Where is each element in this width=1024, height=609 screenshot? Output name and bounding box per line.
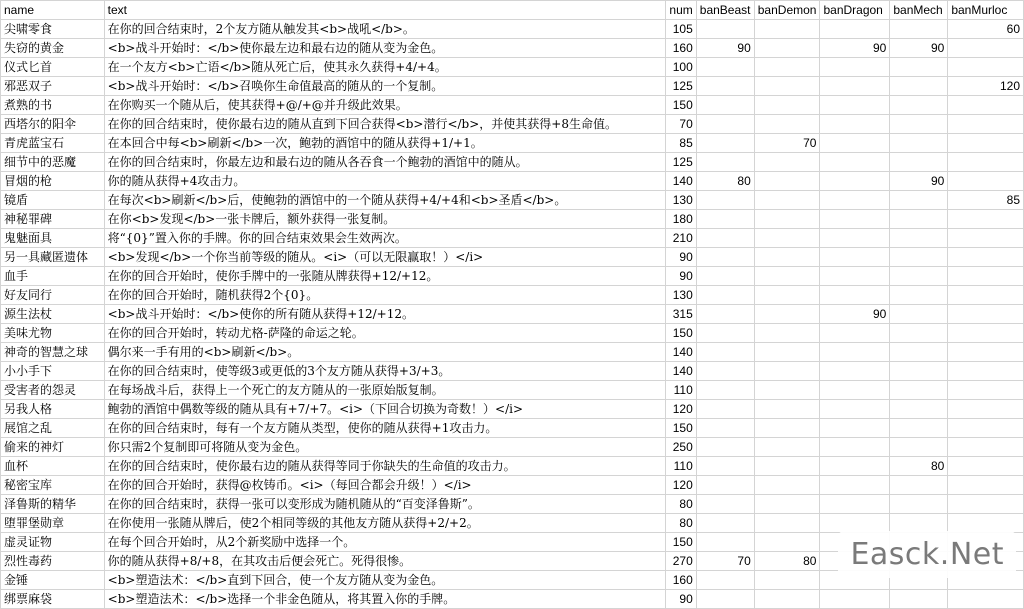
cell-bandemon[interactable] — [754, 400, 820, 419]
cell-text[interactable]: 在每次<b>刷新</b>后，使鲍勃的酒馆中的一个随从获得+4/+4和<b>圣盾</b>。 — [104, 191, 666, 210]
table-row — [1, 248, 1024, 267]
cell-name[interactable]: 邪恶双子 — [1, 77, 105, 96]
table-row — [1, 362, 1024, 381]
cell-name[interactable]: 仪式匕首 — [1, 58, 105, 77]
table-row — [1, 39, 1024, 58]
cell-bandemon[interactable] — [754, 533, 820, 552]
table-row — [1, 343, 1024, 362]
cell-banmech[interactable] — [890, 362, 948, 381]
cell-banmurloc[interactable] — [948, 134, 1024, 153]
table-row — [1, 305, 1024, 324]
cell-banmech[interactable] — [890, 514, 948, 533]
cell-bandemon[interactable] — [754, 381, 820, 400]
cell-banmech[interactable] — [890, 381, 948, 400]
cell-bandemon[interactable] — [754, 438, 820, 457]
cell-banbeast[interactable] — [696, 20, 754, 39]
table-row — [1, 457, 1024, 476]
cell-num[interactable]: 140 — [666, 343, 696, 362]
cell-text[interactable]: 在你的回合结束时，使你最右边的随从获得等同于你缺失的生命值的攻击力。 — [104, 457, 666, 476]
cell-bandemon[interactable] — [754, 58, 820, 77]
cell-text[interactable]: 在本回合中每<b>刷新</b>一次，鲍勃的酒馆中的随从获得+1/+1。 — [104, 134, 666, 153]
cell-num[interactable]: 90 — [666, 248, 696, 267]
cell-num[interactable]: 125 — [666, 153, 696, 172]
cell-bandemon[interactable] — [754, 571, 820, 590]
cell-banmurloc[interactable] — [948, 96, 1024, 115]
cell-bandemon[interactable]: 70 — [754, 134, 820, 153]
cell-banmech[interactable] — [890, 438, 948, 457]
cell-banbeast[interactable] — [696, 457, 754, 476]
cell-bandemon[interactable] — [754, 191, 820, 210]
cell-banmurloc[interactable] — [948, 400, 1024, 419]
table-row — [1, 77, 1024, 96]
cell-banmech[interactable] — [890, 248, 948, 267]
cell-name[interactable]: 偷来的神灯 — [1, 438, 105, 457]
cell-bandragon[interactable] — [820, 324, 890, 343]
cell-bandragon[interactable] — [820, 419, 890, 438]
cell-banmech[interactable] — [890, 134, 948, 153]
cell-banmurloc[interactable] — [948, 286, 1024, 305]
cell-bandemon[interactable] — [754, 419, 820, 438]
cell-name[interactable]: 受害者的怨灵 — [1, 381, 105, 400]
cell-banmech[interactable] — [890, 324, 948, 343]
cell-text[interactable]: 在你的回合开始时，转动尤格-萨隆的命运之轮。 — [104, 324, 666, 343]
cell-banbeast[interactable] — [696, 210, 754, 229]
table-row — [1, 58, 1024, 77]
header-num[interactable]: num — [666, 1, 696, 20]
cell-bandragon[interactable] — [820, 267, 890, 286]
cell-banbeast[interactable] — [696, 248, 754, 267]
cell-banmech[interactable] — [890, 495, 948, 514]
cell-text[interactable]: 在你的回合开始时，随机获得2个{0}。 — [104, 286, 666, 305]
cell-banbeast[interactable] — [696, 229, 754, 248]
table-body — [1, 20, 1024, 609]
table-row — [1, 229, 1024, 248]
header-banmech[interactable]: banMech — [890, 1, 948, 20]
cell-banbeast[interactable] — [696, 305, 754, 324]
cell-name[interactable]: 鬼魅面具 — [1, 229, 105, 248]
cell-banmurloc[interactable]: 85 — [948, 191, 1024, 210]
cell-banbeast[interactable] — [696, 286, 754, 305]
cell-text[interactable]: <b>塑造法术：</b>直到下回合，使一个友方随从变为金色。 — [104, 571, 666, 590]
cell-bandemon[interactable] — [754, 286, 820, 305]
cell-bandemon[interactable] — [754, 457, 820, 476]
cell-name[interactable]: 失窃的黄金 — [1, 39, 105, 58]
cell-bandemon[interactable] — [754, 96, 820, 115]
cell-num[interactable]: 140 — [666, 362, 696, 381]
cell-num[interactable]: 160 — [666, 39, 696, 58]
table-row — [1, 267, 1024, 286]
cell-banbeast[interactable] — [696, 115, 754, 134]
cell-name[interactable]: 金锤 — [1, 571, 105, 590]
table-row — [1, 115, 1024, 134]
cell-text[interactable]: 在你的回合结束时，使你最右边的随从直到下回合获得<b>潜行</b>，并使其获得+8生命值。 — [104, 115, 666, 134]
header-text[interactable]: text — [104, 1, 666, 20]
cell-bandragon[interactable] — [820, 191, 890, 210]
cell-text[interactable]: <b>战斗开始时：</b>召唤你生命值最高的随从的一个复制。 — [104, 77, 666, 96]
cell-num[interactable]: 210 — [666, 229, 696, 248]
cell-banbeast[interactable] — [696, 77, 754, 96]
cell-text[interactable]: <b>战斗开始时：</b>使你的所有随从获得+12/+12。 — [104, 305, 666, 324]
cell-banmurloc[interactable] — [948, 210, 1024, 229]
table-row — [1, 210, 1024, 229]
cell-banmurloc[interactable] — [948, 590, 1024, 609]
cell-banbeast[interactable] — [696, 400, 754, 419]
cell-bandragon[interactable] — [820, 362, 890, 381]
cell-banmurloc[interactable] — [948, 381, 1024, 400]
cell-num[interactable]: 120 — [666, 400, 696, 419]
cell-name[interactable]: 血杯 — [1, 457, 105, 476]
cell-name[interactable]: 血手 — [1, 267, 105, 286]
header-bandragon[interactable]: banDragon — [820, 1, 890, 20]
table-row — [1, 153, 1024, 172]
cell-banmurloc[interactable] — [948, 39, 1024, 58]
cell-banbeast[interactable] — [696, 476, 754, 495]
cell-banmech[interactable] — [890, 77, 948, 96]
cell-bandemon[interactable] — [754, 39, 820, 58]
cell-bandragon[interactable] — [820, 20, 890, 39]
cell-name[interactable]: 尖啸零食 — [1, 20, 105, 39]
cell-num[interactable]: 85 — [666, 134, 696, 153]
cell-text[interactable]: <b>发现</b>一个你当前等级的随从。<i>（可以无限赢取！）</i> — [104, 248, 666, 267]
cell-banbeast[interactable] — [696, 362, 754, 381]
cell-name[interactable]: 好友同行 — [1, 286, 105, 305]
cell-text[interactable]: 在每场战斗后，获得上一个死亡的友方随从的一张原始版复制。 — [104, 381, 666, 400]
cell-banbeast[interactable] — [696, 96, 754, 115]
cell-banmech[interactable] — [890, 229, 948, 248]
cell-banmech[interactable] — [890, 96, 948, 115]
cell-bandemon[interactable] — [754, 229, 820, 248]
table-row — [1, 495, 1024, 514]
cell-banbeast[interactable]: 70 — [696, 552, 754, 571]
cell-bandemon[interactable] — [754, 248, 820, 267]
cell-banmech[interactable]: 90 — [890, 39, 948, 58]
cell-text[interactable]: 在你购买一个随从后，使其获得+@/+@并升级此效果。 — [104, 96, 666, 115]
table-row — [1, 324, 1024, 343]
cell-name[interactable]: 青虎蓝宝石 — [1, 134, 105, 153]
cell-num[interactable]: 110 — [666, 457, 696, 476]
table-row — [1, 191, 1024, 210]
cell-bandemon[interactable] — [754, 20, 820, 39]
cell-name[interactable]: 小小手下 — [1, 362, 105, 381]
cell-num[interactable]: 105 — [666, 20, 696, 39]
header-banbeast[interactable]: banBeast — [696, 1, 754, 20]
cell-banmurloc[interactable] — [948, 438, 1024, 457]
cell-banmurloc[interactable] — [948, 267, 1024, 286]
header-name[interactable]: name — [1, 1, 105, 20]
cell-banmurloc[interactable] — [948, 343, 1024, 362]
cell-num[interactable]: 140 — [666, 172, 696, 191]
cell-name[interactable]: 另一具藏匿遗体 — [1, 248, 105, 267]
cell-num[interactable]: 100 — [666, 58, 696, 77]
table-row — [1, 286, 1024, 305]
cell-banmurloc[interactable] — [948, 229, 1024, 248]
cell-banmurloc[interactable] — [948, 324, 1024, 343]
cell-bandemon[interactable] — [754, 514, 820, 533]
cell-bandemon[interactable] — [754, 172, 820, 191]
cell-text[interactable]: 在一个友方<b>亡语</b>随从死亡后，使其永久获得+4/+4。 — [104, 58, 666, 77]
cell-bandragon[interactable] — [820, 134, 890, 153]
cell-text[interactable]: 在你使用一张随从牌后，使2个相同等级的其他友方随从获得+2/+2。 — [104, 514, 666, 533]
table-row — [1, 134, 1024, 153]
cell-name[interactable]: 另我人格 — [1, 400, 105, 419]
cell-text[interactable]: 你只需2个复制即可将随从变为金色。 — [104, 438, 666, 457]
table-row — [1, 514, 1024, 533]
header-row — [1, 1, 1024, 20]
cell-banmech[interactable] — [890, 590, 948, 609]
cell-banbeast[interactable] — [696, 571, 754, 590]
cell-bandragon[interactable] — [820, 229, 890, 248]
cell-text[interactable]: 在你的回合结束时，你最左边和最右边的随从各吞食一个鲍勃的酒馆中的随从。 — [104, 153, 666, 172]
cell-bandemon[interactable] — [754, 362, 820, 381]
cell-bandemon[interactable] — [754, 495, 820, 514]
table-row — [1, 590, 1024, 609]
cell-banmech[interactable] — [890, 153, 948, 172]
cell-text[interactable]: 在你的回合结束时，2个友方随从触发其<b>战吼</b>。 — [104, 20, 666, 39]
cell-num[interactable]: 130 — [666, 286, 696, 305]
cell-bandemon[interactable] — [754, 590, 820, 609]
cell-text[interactable]: 你的随从获得+8/+8，在其攻击后便会死亡。死得很惨。 — [104, 552, 666, 571]
cell-bandragon[interactable] — [820, 77, 890, 96]
cell-text[interactable]: <b>塑造法术：</b>选择一个非金色随从，将其置入你的手牌。 — [104, 590, 666, 609]
cell-text[interactable]: 将“{0}”置入你的手牌。你的回合结束效果会生效两次。 — [104, 229, 666, 248]
cell-text[interactable]: 在你的回合结束时，每有一个友方随从类型，使你的随从获得+1攻击力。 — [104, 419, 666, 438]
cell-bandemon[interactable] — [754, 115, 820, 134]
cell-banmurloc[interactable]: 120 — [948, 77, 1024, 96]
cell-bandragon[interactable] — [820, 115, 890, 134]
cell-name[interactable]: 绑票麻袋 — [1, 590, 105, 609]
cell-text[interactable]: <b>战斗开始时：</b>使你最左边和最右边的随从变为金色。 — [104, 39, 666, 58]
cell-bandemon[interactable] — [754, 77, 820, 96]
cell-name[interactable]: 烈性毒药 — [1, 552, 105, 571]
cell-text[interactable]: 偶尔来一手有用的<b>刷新</b>。 — [104, 343, 666, 362]
cell-banmech[interactable] — [890, 343, 948, 362]
cell-bandemon[interactable] — [754, 267, 820, 286]
cell-name[interactable]: 神奇的智慧之球 — [1, 343, 105, 362]
cell-name[interactable]: 展馆之乱 — [1, 419, 105, 438]
cell-name[interactable]: 秘密宝库 — [1, 476, 105, 495]
cell-num[interactable]: 90 — [666, 590, 696, 609]
cell-bandragon[interactable] — [820, 286, 890, 305]
table-row — [1, 438, 1024, 457]
cell-num[interactable]: 90 — [666, 267, 696, 286]
cell-banbeast[interactable] — [696, 134, 754, 153]
cell-banbeast[interactable] — [696, 495, 754, 514]
cell-banmurloc[interactable] — [948, 115, 1024, 134]
cell-num[interactable]: 120 — [666, 476, 696, 495]
header-banmurloc[interactable]: banMurloc — [948, 1, 1024, 20]
table-row — [1, 381, 1024, 400]
cell-bandragon[interactable] — [820, 153, 890, 172]
cell-banmech[interactable]: 80 — [890, 457, 948, 476]
cell-text[interactable]: 在你的回合结束时，使等级3或更低的3个友方随从获得+3/+3。 — [104, 362, 666, 381]
cell-banbeast[interactable] — [696, 514, 754, 533]
cell-bandemon[interactable]: 80 — [754, 552, 820, 571]
cell-bandemon[interactable] — [754, 476, 820, 495]
cell-banmech[interactable] — [890, 58, 948, 77]
cell-name[interactable]: 神秘罪碑 — [1, 210, 105, 229]
table-row — [1, 20, 1024, 39]
cell-name[interactable]: 虚灵证物 — [1, 533, 105, 552]
cell-bandragon[interactable] — [820, 438, 890, 457]
cell-banbeast[interactable] — [696, 419, 754, 438]
cell-bandragon[interactable] — [820, 172, 890, 191]
cell-num[interactable]: 160 — [666, 571, 696, 590]
cell-bandragon[interactable] — [820, 58, 890, 77]
cell-banmurloc[interactable]: 60 — [948, 20, 1024, 39]
cell-banmurloc[interactable] — [948, 362, 1024, 381]
cell-bandragon[interactable] — [820, 514, 890, 533]
cell-banmurloc[interactable] — [948, 495, 1024, 514]
cell-bandemon[interactable] — [754, 305, 820, 324]
cell-banbeast[interactable] — [696, 381, 754, 400]
cell-bandemon[interactable] — [754, 153, 820, 172]
cell-name[interactable]: 细节中的恶魔 — [1, 153, 105, 172]
cell-name[interactable]: 源生法杖 — [1, 305, 105, 324]
cell-banbeast[interactable] — [696, 343, 754, 362]
cell-num[interactable]: 80 — [666, 495, 696, 514]
cell-banmech[interactable] — [890, 20, 948, 39]
cell-banmurloc[interactable] — [948, 58, 1024, 77]
cell-num[interactable]: 130 — [666, 191, 696, 210]
cell-num[interactable]: 150 — [666, 419, 696, 438]
cell-name[interactable]: 冒烟的枪 — [1, 172, 105, 191]
cell-num[interactable]: 180 — [666, 210, 696, 229]
cell-text[interactable]: 在你的回合结束时，获得一张可以变形成为随机随从的“百变泽鲁斯”。 — [104, 495, 666, 514]
cell-bandragon[interactable] — [820, 343, 890, 362]
cell-banbeast[interactable] — [696, 533, 754, 552]
cell-bandragon[interactable]: 90 — [820, 305, 890, 324]
table-row — [1, 400, 1024, 419]
cell-bandragon[interactable] — [820, 590, 890, 609]
cell-name[interactable]: 煮熟的书 — [1, 96, 105, 115]
cell-banmech[interactable] — [890, 400, 948, 419]
cell-text[interactable]: 你的随从获得+4攻击力。 — [104, 172, 666, 191]
cell-bandragon[interactable] — [820, 476, 890, 495]
cell-banmurloc[interactable] — [948, 248, 1024, 267]
table-row — [1, 419, 1024, 438]
cell-banmurloc[interactable] — [948, 172, 1024, 191]
cell-banmurloc[interactable] — [948, 514, 1024, 533]
cell-name[interactable]: 泽鲁斯的精华 — [1, 495, 105, 514]
table-row — [1, 476, 1024, 495]
cell-text[interactable]: 鲍勃的酒馆中偶数等级的随从具有+7/+7。<i>（下回合切换为奇数！）</i> — [104, 400, 666, 419]
cell-banbeast[interactable]: 90 — [696, 39, 754, 58]
cell-name[interactable]: 西塔尔的阳伞 — [1, 115, 105, 134]
cell-bandemon[interactable] — [754, 210, 820, 229]
cell-banmurloc[interactable] — [948, 419, 1024, 438]
cell-bandragon[interactable] — [820, 400, 890, 419]
cell-text[interactable]: 在你的回合开始时，获得@枚铸币。<i>（每回合都会升级！）</i> — [104, 476, 666, 495]
cell-bandragon[interactable] — [820, 210, 890, 229]
cell-num[interactable]: 270 — [666, 552, 696, 571]
cell-text[interactable]: 在你<b>发现</b>一张卡牌后，额外获得一张复制。 — [104, 210, 666, 229]
cell-banbeast[interactable] — [696, 191, 754, 210]
cell-num[interactable]: 315 — [666, 305, 696, 324]
cell-banmech[interactable]: 90 — [890, 172, 948, 191]
cell-banmurloc[interactable] — [948, 457, 1024, 476]
table-row — [1, 96, 1024, 115]
cell-banmech[interactable] — [890, 191, 948, 210]
cell-banbeast[interactable] — [696, 58, 754, 77]
cell-banmech[interactable] — [890, 419, 948, 438]
cell-num[interactable]: 125 — [666, 77, 696, 96]
cell-num[interactable]: 150 — [666, 324, 696, 343]
cell-name[interactable]: 美味尤物 — [1, 324, 105, 343]
cell-bandragon[interactable] — [820, 96, 890, 115]
cell-text[interactable]: 在你的回合开始时，使你手牌中的一张随从牌获得+12/+12。 — [104, 267, 666, 286]
cell-bandragon[interactable] — [820, 457, 890, 476]
cell-num[interactable]: 150 — [666, 96, 696, 115]
cell-banmech[interactable] — [890, 115, 948, 134]
cell-banmech[interactable] — [890, 476, 948, 495]
cell-banbeast[interactable] — [696, 324, 754, 343]
cell-banmech[interactable] — [890, 267, 948, 286]
cell-banbeast[interactable]: 80 — [696, 172, 754, 191]
table-row — [1, 172, 1024, 191]
cell-bandragon[interactable] — [820, 495, 890, 514]
cell-banmurloc[interactable] — [948, 153, 1024, 172]
cell-banmech[interactable] — [890, 286, 948, 305]
cell-name[interactable]: 堕罪堡勋章 — [1, 514, 105, 533]
header-bandemon[interactable]: banDemon — [754, 1, 820, 20]
cell-num[interactable]: 110 — [666, 381, 696, 400]
cell-text[interactable]: 在每个回合开始时，从2个新奖励中选择一个。 — [104, 533, 666, 552]
cell-banmurloc[interactable] — [948, 305, 1024, 324]
cell-bandemon[interactable] — [754, 343, 820, 362]
cell-banbeast[interactable] — [696, 590, 754, 609]
cell-bandragon[interactable] — [820, 248, 890, 267]
cell-bandemon[interactable] — [754, 324, 820, 343]
cell-banbeast[interactable] — [696, 267, 754, 286]
cell-num[interactable]: 250 — [666, 438, 696, 457]
cell-num[interactable]: 80 — [666, 514, 696, 533]
cell-banbeast[interactable] — [696, 438, 754, 457]
cell-banmurloc[interactable] — [948, 476, 1024, 495]
cell-bandragon[interactable]: 90 — [820, 39, 890, 58]
cell-num[interactable]: 70 — [666, 115, 696, 134]
cell-banmech[interactable] — [890, 210, 948, 229]
cell-num[interactable]: 150 — [666, 533, 696, 552]
watermark-logo: Easck.Net — [838, 531, 1016, 578]
cell-bandragon[interactable] — [820, 381, 890, 400]
cell-name[interactable]: 镜盾 — [1, 191, 105, 210]
cell-banmech[interactable] — [890, 305, 948, 324]
cell-banbeast[interactable] — [696, 153, 754, 172]
